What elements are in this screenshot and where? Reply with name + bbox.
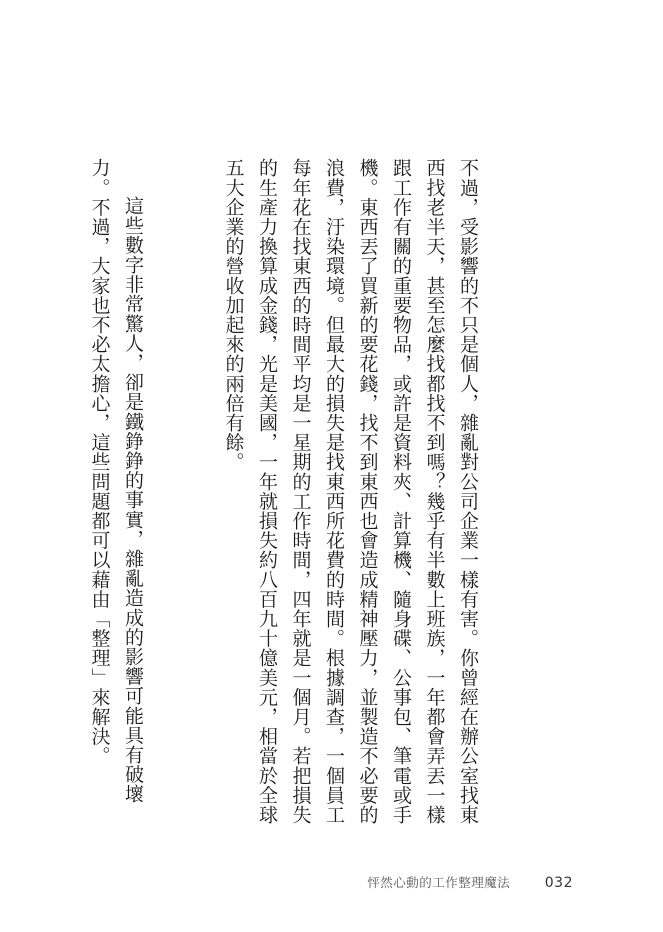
paragraph-cost-of-clutter: 不過，受影響的不只是個人，雜亂對公司企業一樣有害。你曾經在辦公室找東西找老半天，甚至怎麼找都找不到嗎？幾乎有半數上班族，一年都會弄丟一樣跟工作有關的重要物品，或許是資料夾、計算機、隨身碟、公事包、筆電或手機。東西丟了買新的要花錢，找不到東西也會造成精神壓力，並製造不必要的浪費，汙染環境。但最大的損失是找東西所花費的時間。根據調查，一個員工每年花在找東西的時間平均是一星期的工作時間，四年就是一個月。若把損失的生產力換算成金錢，光是美國，一年就損失約八百九十億美元，相當於全球五大企業的營收加起來的兩倍有餘。	[222, 158, 479, 825]
paragraph-numbers-shocking	[82, 158, 149, 838]
page-number: 032	[544, 875, 573, 891]
running-book-title: 怦然心動的工作整理魔法	[367, 875, 511, 890]
paragraph-text: 這些數字非常驚人，卻是鐵錚錚的事實，雜亂造成的影響可能具有破壞力。不過，大家也不必太擔心，這些問題都可以藉由「整理」來解決。	[88, 158, 144, 804]
page-footer	[367, 873, 573, 891]
vertical-text-body	[0, 158, 551, 838]
